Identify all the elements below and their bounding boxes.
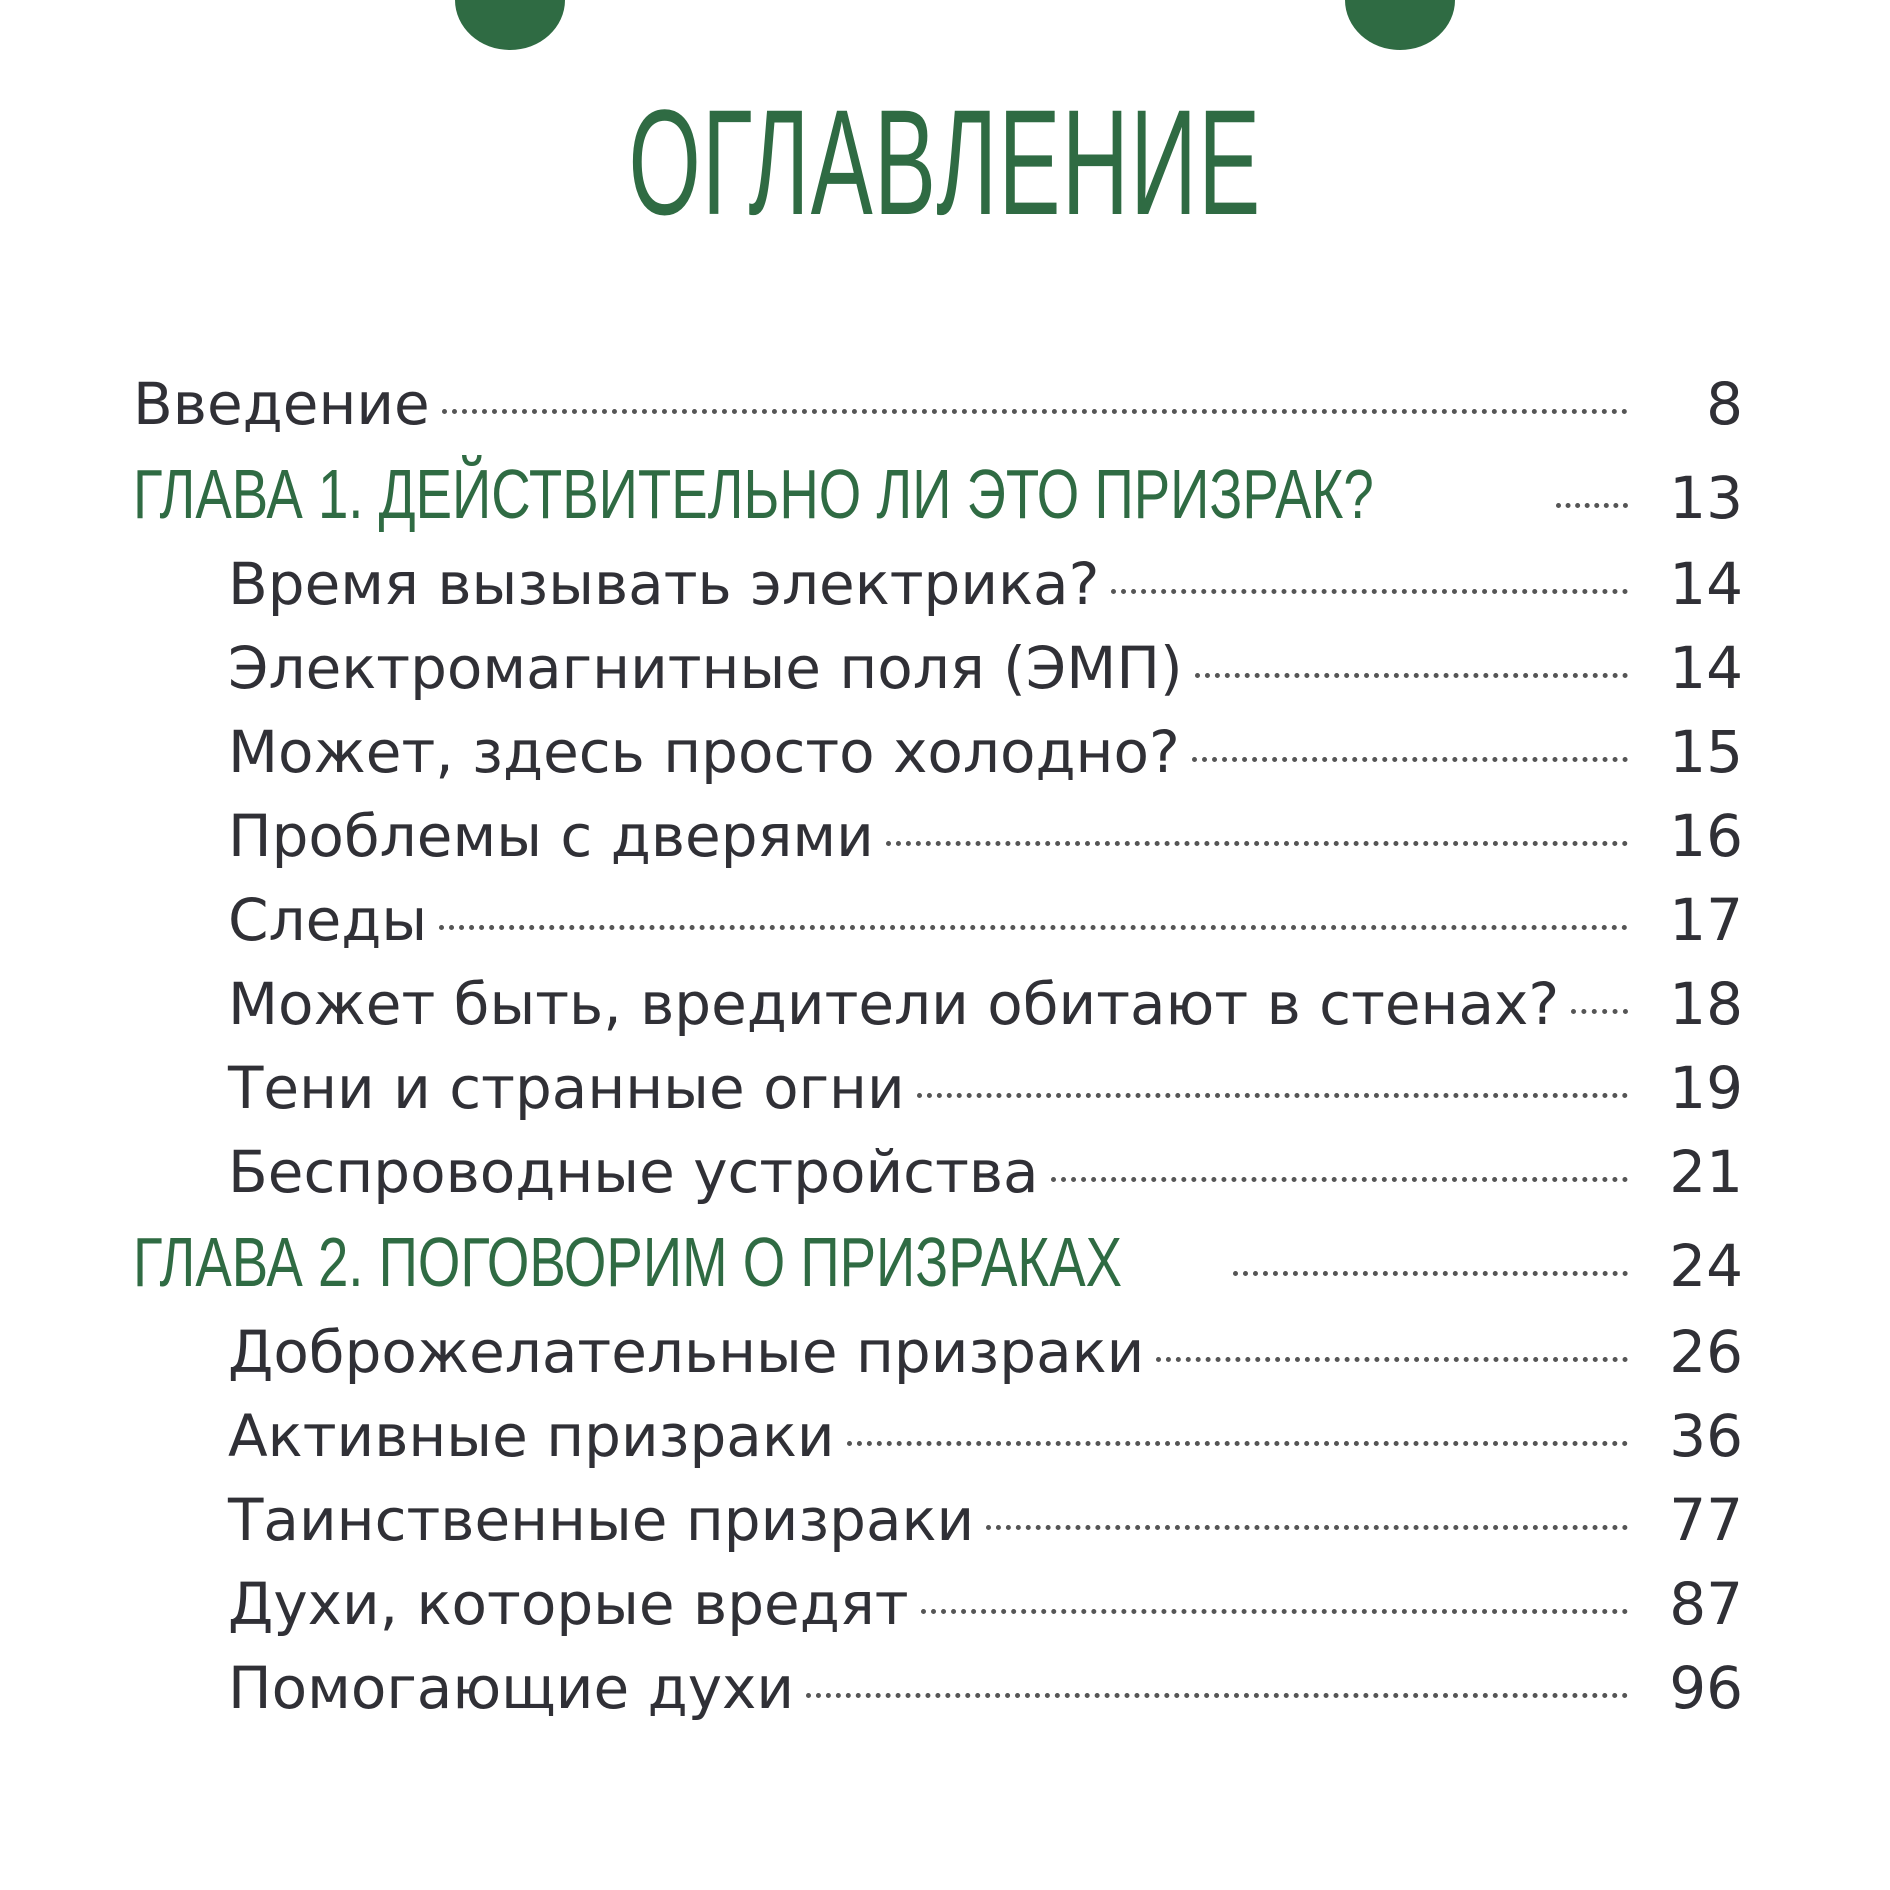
toc-entry <box>133 962 1743 1046</box>
toc-page-number: 16 <box>1669 802 1743 870</box>
dot-leader <box>439 925 1628 930</box>
toc-entry-label: Электромагнитные поля (ЭМП) <box>228 634 1183 702</box>
toc-entry-label: Проблемы с дверями <box>228 802 874 870</box>
dot-leader <box>917 1093 1628 1098</box>
table-of-contents <box>133 362 1743 1730</box>
dot-leader <box>1156 1357 1628 1362</box>
dot-leader <box>1233 1271 1628 1276</box>
toc-entry-label: Время вызывать электрика? <box>228 550 1100 618</box>
toc-entry-label: Беспроводные устройства <box>228 1138 1039 1206</box>
toc-entry <box>133 1046 1743 1130</box>
toc-page-number: 14 <box>1669 550 1743 618</box>
toc-page-number: 26 <box>1669 1318 1743 1386</box>
toc-page-number: 21 <box>1669 1138 1743 1206</box>
toc-page-number: 36 <box>1669 1402 1743 1470</box>
toc-entry <box>133 1130 1743 1214</box>
toc-entry-label: Может быть, вредители обитают в стенах? <box>228 970 1560 1038</box>
toc-entry <box>133 542 1743 626</box>
toc-entry <box>133 1562 1743 1646</box>
page-title: ОГЛАВЛЕНИЕ <box>628 78 1262 246</box>
toc-entry-label: Таинственные призраки <box>228 1486 975 1554</box>
toc-entry-label: Помогающие духи <box>228 1654 795 1722</box>
toc-entry-label: Доброжелательные призраки <box>228 1318 1145 1386</box>
dot-leader <box>1111 589 1628 594</box>
toc-page-number: 14 <box>1669 634 1743 702</box>
dot-leader <box>847 1441 1628 1446</box>
toc-page-number: 18 <box>1669 970 1743 1038</box>
toc-entry-label: Тени и странные огни <box>228 1054 905 1122</box>
toc-entry <box>133 1646 1743 1730</box>
dot-leader <box>1571 1009 1628 1014</box>
dot-leader <box>442 409 1628 414</box>
dot-leader <box>1556 503 1628 508</box>
dot-leader <box>1192 757 1628 762</box>
toc-entry <box>133 1478 1743 1562</box>
dot-leader <box>1195 673 1628 678</box>
dot-leader <box>886 841 1628 846</box>
toc-entry-label: ГЛАВА 2. ПОГОВОРИМ О ПРИЗРАКАХ <box>133 1223 1123 1301</box>
toc-page-number: 87 <box>1669 1570 1743 1638</box>
decorative-leaf-right <box>1345 0 1455 50</box>
toc-entry-label: ГЛАВА 1. ДЕЙСТВИТЕЛЬНО ЛИ ЭТО ПРИЗРАК? <box>133 455 1374 533</box>
toc-entry <box>133 1310 1743 1394</box>
toc-chapter-entry <box>133 446 1743 542</box>
decorative-leaf-left <box>455 0 565 50</box>
toc-entry <box>133 794 1743 878</box>
toc-chapter-entry <box>133 1214 1743 1310</box>
dot-leader <box>921 1609 1628 1614</box>
toc-entry-label: Активные призраки <box>228 1402 835 1470</box>
toc-page-number: 77 <box>1669 1486 1743 1554</box>
toc-entry-label: Введение <box>133 370 430 438</box>
dot-leader <box>1051 1177 1628 1182</box>
toc-entry-label: Духи, которые вредят <box>228 1570 909 1638</box>
toc-entry <box>133 878 1743 962</box>
toc-entry <box>133 626 1743 710</box>
toc-entry <box>133 1394 1743 1478</box>
toc-page-number: 8 <box>1706 370 1743 438</box>
toc-entry-label: Может, здесь просто холодно? <box>228 718 1180 786</box>
toc-page-number: 19 <box>1669 1054 1743 1122</box>
toc-entry <box>133 362 1743 446</box>
toc-page-number: 15 <box>1669 718 1743 786</box>
dot-leader <box>986 1525 1628 1530</box>
toc-page-number: 17 <box>1669 886 1743 954</box>
toc-entry-label: Следы <box>228 886 428 954</box>
toc-page-number: 13 <box>1669 464 1743 532</box>
toc-entry <box>133 710 1743 794</box>
toc-page-number: 24 <box>1669 1232 1743 1300</box>
toc-page-number: 96 <box>1669 1654 1743 1722</box>
dot-leader <box>806 1693 1628 1698</box>
